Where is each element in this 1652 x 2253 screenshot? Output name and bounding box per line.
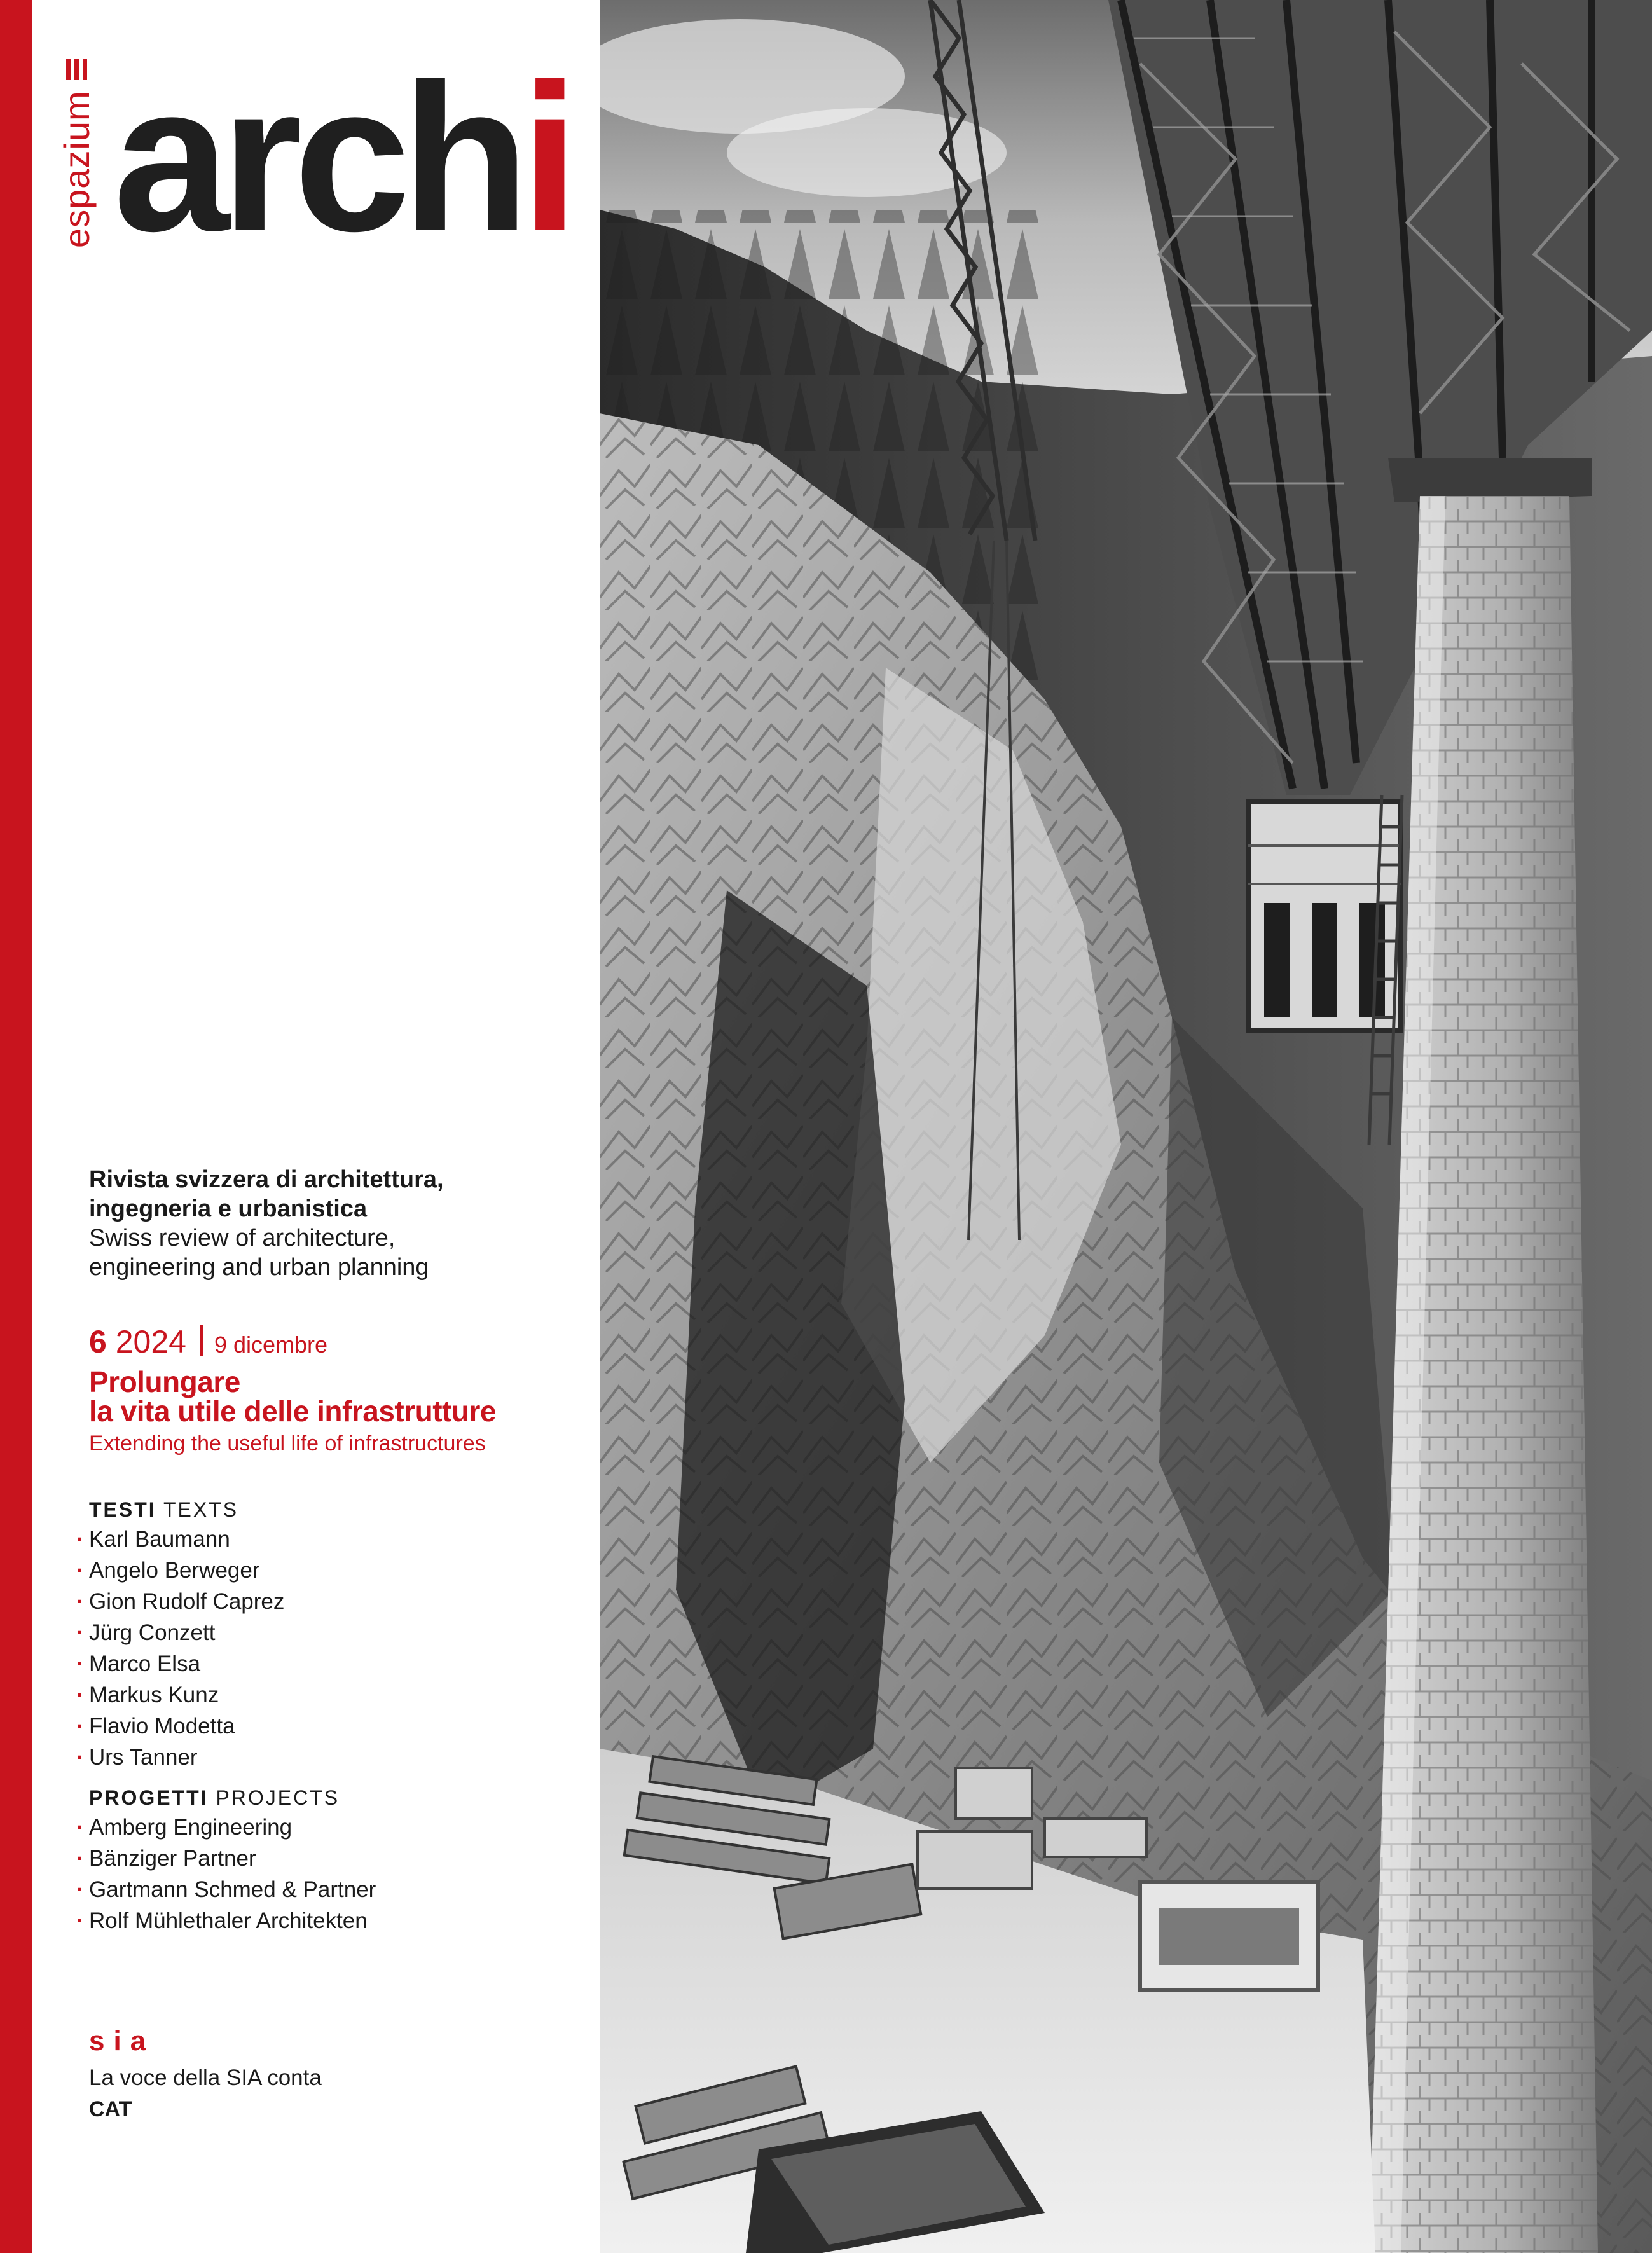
texts-heading-en: TEXTS bbox=[163, 1498, 239, 1521]
list-item: · Gartmann Schmed & Partner bbox=[76, 1877, 376, 1902]
theme-it-line2: la vita utile delle infrastrutture bbox=[89, 1395, 496, 1428]
subtitle-en-line2: engineering and urban planning bbox=[89, 1254, 429, 1281]
texts-heading bbox=[89, 1496, 572, 1524]
subtitle-it-line1: Rivista svizzera di architettura, bbox=[89, 1166, 444, 1193]
theme-en: Extending the useful life of infrastructures bbox=[89, 1431, 486, 1456]
viaduct-construction-photo bbox=[600, 0, 1652, 2253]
list-item: · Marco Elsa bbox=[76, 1651, 201, 1676]
texts-section bbox=[76, 1496, 572, 1773]
projects-heading-en: PROJECTS bbox=[216, 1786, 340, 1809]
red-edge-strip bbox=[0, 0, 32, 2253]
texts-heading-it: TESTI bbox=[89, 1498, 156, 1521]
cat-label: CAT bbox=[89, 2097, 132, 2121]
issue-number: 6 bbox=[89, 1324, 107, 1360]
list-item: · Rolf Mühlethaler Architekten bbox=[76, 1908, 368, 1933]
magazine-subtitle bbox=[89, 1165, 585, 1282]
subtitle-it-line2: ingegneria e urbanistica bbox=[89, 1195, 368, 1222]
publisher-name: espazium bbox=[57, 90, 97, 248]
list-item: · Flavio Modetta bbox=[76, 1714, 235, 1739]
projects-heading bbox=[89, 1784, 572, 1812]
list-item: · Amberg Engineering bbox=[76, 1815, 293, 1840]
masthead-main: arch bbox=[113, 40, 521, 275]
projects-section bbox=[76, 1784, 572, 1936]
list-item: · Karl Baumann bbox=[76, 1527, 230, 1552]
magazine-masthead bbox=[113, 40, 570, 275]
list-item: · Urs Tanner bbox=[76, 1745, 198, 1770]
list-item: · Angelo Berweger bbox=[76, 1558, 260, 1583]
issue-date: 9 dicembre bbox=[214, 1332, 328, 1358]
subtitle-en-line1: Swiss review of architecture, bbox=[89, 1225, 396, 1251]
theme-it-line1: Prolungare bbox=[89, 1365, 240, 1398]
masthead-accent: i bbox=[521, 40, 570, 275]
projects-heading-it: PROGETTI bbox=[89, 1786, 209, 1809]
issue-separator bbox=[200, 1325, 203, 1356]
issue-info bbox=[89, 1323, 327, 1364]
list-item: · Jürg Conzett bbox=[76, 1620, 216, 1645]
list-item: · Gion Rudolf Caprez bbox=[76, 1589, 285, 1614]
publisher-logo bbox=[56, 59, 97, 248]
sia-logo: sia bbox=[89, 2025, 155, 2057]
sia-tagline: La voce della SIA conta bbox=[89, 2065, 322, 2090]
issue-theme bbox=[89, 1367, 591, 1457]
publisher-bars-icon bbox=[66, 59, 87, 80]
list-item: · Markus Kunz bbox=[76, 1683, 219, 1707]
issue-year: 2024 bbox=[115, 1324, 186, 1360]
list-item: · Bänziger Partner bbox=[76, 1846, 256, 1871]
